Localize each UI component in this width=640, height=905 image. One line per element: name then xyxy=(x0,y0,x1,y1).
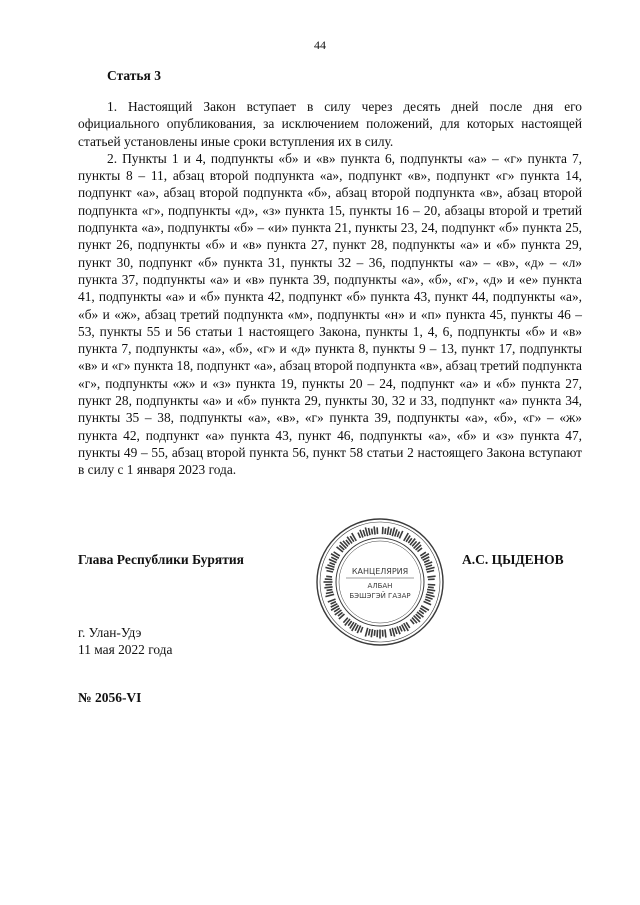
seal-ring-mark xyxy=(392,628,394,637)
seal-ring-mark xyxy=(329,563,334,565)
seal-ring-mark xyxy=(324,587,332,588)
seal-ring-mark xyxy=(365,527,367,536)
seal-ring-mark xyxy=(374,526,375,534)
paragraph-2: 2. Пункты 1 и 4, подпункты «б» и «в» пункта 6, подпункты «а» – «г» пункта 7, пункты 8 – 11, абзац второй подпункта «а», подпункт «в», подпункт «г» пункта 14, подпункт «а», абзац второй подпункта «б», абзац второй подпункта «в», абзац второй подпункта «г», подпункты «д», «з» пункта 15, пункты 16 – 20, абзацы второй и третий подпункта «а», подпункты «б» – «и» пункта 21, пункты 23, 24, подпункт «б» пункта 25, пункт 26, подпункты «б» и «в» пункта 27, пункт 28, подпункты «а» и «б» пункта 29, пункт 30, подпункт «б» пункта 31, пункты 32 – 36, подпункты «а» – «в», «д» – «л» пункта 37, подпункты «а» и «в» пункта 39, подпункты «а», «б», «г», «д» и «е» пункта 41, подпункты «а» и «б» пункта 42, подпункт «б» пункта 43, пункт 44, подпункты «а», «б» и «ж», абзац третий подпункта «м», подпункты «н» и «п» пункта 45, пункты 46 – 53, пункты 55 и 56 статьи 1 настоящего Закона, пункты 1, 4, 6, подпункты «б» и «в» пункта 7, подпункты «а», «б», «г» и «д» пункта 8, пункты 9 – 13, пункт 17, подпункты «в» и «г» пункта 18, подпункт «а», абзац второй подпункта «в», абзац третий подпункта «г», подпункты «ж» и «з» пункта 19, пункты 20 – 24, подпункт «а» и «б» пункта 27, пункт 28, подпункты «а» и «б» пункта 29, пункты 30, 32 и 33, подпункт «а» пункта 34, пункты 35 – 38, подпункты «а», «в», «г» пункта 39, подпункты «а», «б», «г» – «ж» пункта 42, подпункт «а» пункта 43, пункт 46, подпункты «а», «б» и «з» пункта 47, пункты 49 – 55, абзац второй пункта 56, пункт 58 статьи 2 настоящего Закона вступают в силу с 1 января 2023 года. xyxy=(78,150,582,478)
seal-ring-mark xyxy=(425,599,430,601)
seal-text-line-2: АЛБАН xyxy=(367,582,393,590)
seal-ring-mark xyxy=(327,571,334,572)
date: 11 мая 2022 года xyxy=(78,642,173,657)
seal-ring-mark xyxy=(428,587,434,588)
seal-ring-mark xyxy=(326,592,333,594)
seal-ring-mark xyxy=(361,627,363,632)
seal-ring-mark xyxy=(427,571,434,573)
seal-ring-mark xyxy=(358,533,360,538)
seal-ring-mark xyxy=(363,530,365,536)
article-title: Статья 3 xyxy=(107,68,161,83)
seal-ring-mark xyxy=(395,529,397,536)
seal-ring-mark xyxy=(385,629,386,637)
seal-ring-mark xyxy=(326,576,332,577)
seal-ring-mark xyxy=(427,576,435,577)
document-number: № 2056-VI xyxy=(78,690,142,705)
seal-ring-mark xyxy=(426,597,433,599)
seal-ring-mark xyxy=(400,626,402,631)
signatory-title: Глава Республики Бурятия xyxy=(78,552,244,567)
seal-ring-mark xyxy=(385,528,386,534)
seal-ring-mark xyxy=(427,589,435,590)
seal-ring-mark xyxy=(369,629,370,636)
seal-ring-mark xyxy=(331,602,336,604)
seal-ring-mark xyxy=(387,527,388,535)
seal-text-line-3: БЭШЭГЭЙ ГАЗАР xyxy=(349,592,411,600)
seal-ring-mark xyxy=(369,528,371,535)
seal-ring-mark xyxy=(426,567,435,569)
paragraph-1: 1. Настоящий Закон вступает в силу через десять дней после дня его официального опубликования, за исключением положений, для которых настоящей статьей установлены иные сроки вступления их в силу. xyxy=(78,99,582,149)
seal-ring-mark xyxy=(325,594,334,596)
seal-ring-mark xyxy=(392,527,394,536)
official-seal xyxy=(314,516,446,648)
seal-ring-mark xyxy=(424,560,429,562)
seal-text-line-1: КАНЦЕЛЯРИЯ xyxy=(351,567,409,576)
seal-ring-mark xyxy=(397,531,399,536)
seal-ring-mark xyxy=(325,567,334,569)
seal-ring-mark xyxy=(395,628,397,634)
seal-ring-mark xyxy=(371,629,372,637)
page-number: 44 xyxy=(314,38,326,52)
place: г. Улан-Удэ xyxy=(78,625,142,640)
seal-ring-mark xyxy=(327,565,334,567)
seal-ring-mark xyxy=(390,529,391,536)
seal-ring-mark xyxy=(374,630,375,636)
seal-ring-mark xyxy=(372,529,373,535)
article-body xyxy=(78,98,582,479)
place-and-date xyxy=(78,624,172,658)
seal-ring-mark xyxy=(427,592,434,593)
seal-ring-mark xyxy=(365,628,367,637)
signatory-name: А.С. ЦЫДЕНОВ xyxy=(462,552,564,567)
seal-ring-mark xyxy=(390,629,392,636)
seal-ring-mark xyxy=(327,590,333,591)
seal-ring-mark xyxy=(426,565,432,567)
seal-ring-mark xyxy=(426,594,435,596)
